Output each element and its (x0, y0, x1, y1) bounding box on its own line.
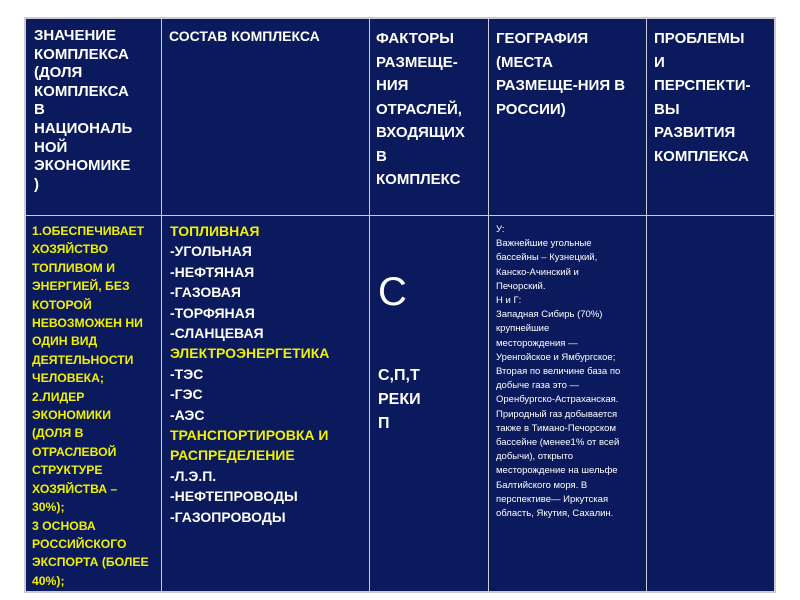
header-line: ) (34, 175, 39, 193)
text-line: ЧЕЛОВЕКА; (32, 371, 104, 386)
text-line: КОТОРОЙ (32, 297, 92, 312)
text-line: СТРУКТУРЕ (32, 463, 103, 478)
header-line: ПЕРСПЕКТИ- (654, 77, 751, 94)
power-item: -АЭС (170, 406, 205, 423)
transport-item: -ГАЗОПРОВОДЫ (170, 508, 286, 525)
header-line: И (654, 53, 665, 71)
text-line: добычи), открыто (496, 451, 574, 463)
fuel-item: -ТОРФЯНАЯ (170, 304, 255, 321)
power-item: -ТЭС (170, 365, 204, 382)
header-line: РАЗВИТИЯ (654, 124, 736, 141)
fuel-item: -НЕФТЯНАЯ (170, 263, 255, 280)
column-divider (161, 19, 162, 591)
text-line: Н и Г: (496, 295, 522, 307)
header-line: ПРОБЛЕМЫ (654, 30, 745, 47)
text-line: 2.ЛИДЕР (32, 389, 85, 404)
header-line: ФАКТОРЫ (376, 30, 454, 47)
power-industry-title: ЭЛЕКТРОЭНЕРГЕТИКА (170, 345, 330, 362)
text-line: ЭКОНОМИКИ (32, 408, 111, 423)
text-line: Вторая по величине база по (496, 366, 621, 378)
header-composition (169, 27, 364, 45)
text-line: Балтийского моря. В (496, 479, 588, 491)
text-line: Печорский. (496, 280, 546, 292)
header-line: РАЗМЕЩЕ-НИЯ В (496, 77, 626, 94)
header-line: КОМПЛЕКСА (34, 82, 129, 100)
header-line: (МЕСТА (496, 53, 554, 71)
text-line: ХОЗЯЙСТВО (32, 242, 109, 257)
text-line: У: (496, 224, 505, 235)
text-line: ЭНЕРГИЕЙ, БЕЗ (32, 279, 130, 294)
fuel-item: -СЛАНЦЕВАЯ (170, 325, 264, 342)
transport-title: ТРАНСПОРТИРОВКА И (170, 427, 329, 444)
text-line: ЭКСПОРТА (БОЛЕЕ (32, 555, 149, 570)
header-line: В (34, 101, 45, 119)
text-line: Канско-Ачинский и (496, 266, 579, 278)
text-line: Западная Сибирь (70%) (496, 309, 603, 321)
header-line: РОССИИ) (496, 100, 566, 118)
text-line: бассейны – Кузнецкий, (496, 252, 598, 264)
row-divider (26, 215, 774, 216)
text-line: (ДОЛЯ В (32, 426, 84, 441)
header-line: НАЦИОНАЛЬ (34, 119, 133, 137)
text-line: месторождение на шельфе (496, 465, 618, 477)
text-line: также в Тимано-Печорском (496, 422, 616, 434)
text-line: Важнейшие угольные (496, 238, 592, 250)
text-line: 40%); (32, 573, 65, 588)
column-divider (369, 19, 370, 591)
column-divider (646, 19, 647, 591)
geography-cell (496, 223, 644, 521)
fuel-item: -ГАЗОВАЯ (170, 284, 241, 301)
significance-cell (32, 222, 160, 590)
header-line: ВЫ (654, 100, 680, 118)
header-line: НОЙ (34, 138, 68, 156)
header-location-factors (376, 27, 486, 192)
header-line: ОТРАСЛЕЙ, (376, 100, 462, 118)
header-line: КОМПЛЕКС (376, 171, 461, 188)
text-line: ОТРАСЛЕВОЙ (32, 444, 117, 459)
text-line: добыче газа это — (496, 380, 579, 392)
header-line: КОМПЛЕКСА (654, 147, 749, 165)
header-line: (ДОЛЯ (34, 64, 83, 82)
column-divider (488, 19, 489, 591)
text-line: РОССИЙСКОГО (32, 536, 127, 551)
header-line: СОСТАВ КОМПЛЕКСА (169, 28, 320, 44)
fuel-item: -УГОЛЬНАЯ (170, 243, 252, 260)
header-line: КОМПЛЕКСА (34, 45, 129, 63)
text-line: Оренбургско-Астраханская. (496, 394, 619, 406)
text-line: 3 ОСНОВА (32, 518, 96, 533)
header-line: РАЗМЕЩЕ- (376, 53, 458, 71)
factor-symbol: С (378, 270, 407, 314)
header-significance (34, 27, 159, 194)
text-line: перспективе— Иркутская (496, 493, 609, 505)
header-line: ЗНАЧЕНИЕ (34, 27, 117, 44)
energy-complex-table (24, 17, 776, 593)
text-line: ХОЗЯЙСТВА – (32, 481, 118, 496)
header-line: ЭКОНОМИКЕ (34, 157, 131, 175)
text-line: бассейне (менее1% от всей (496, 437, 620, 449)
factor-line: С,П,Т (378, 367, 420, 384)
text-line: область, Якутия, Сахалин. (496, 508, 614, 520)
factor-line: РЕКИ (378, 391, 421, 408)
composition-cell (170, 221, 368, 527)
text-line: 1.ОБЕСПЕЧИВАЕТ (32, 224, 145, 238)
text-line: НЕВОЗМОЖЕН НИ (32, 316, 143, 331)
fuel-industry-title: ТОПЛИВНАЯ (170, 223, 260, 239)
text-line: Уренгойское и Ямбургское; (496, 351, 616, 363)
problems-cell (654, 223, 774, 583)
header-line: НИЯ (376, 77, 409, 94)
text-line: крупнейшие (496, 323, 550, 335)
factor-line: П (378, 415, 390, 432)
factors-list (378, 364, 486, 436)
transport-title: РАСПРЕДЕЛЕНИЕ (170, 447, 295, 464)
text-line: ОДИН ВИД (32, 334, 98, 349)
header-line: ГЕОГРАФИЯ (496, 30, 589, 47)
power-item: -ГЭС (170, 386, 203, 403)
transport-item: -Л.Э.П. (170, 467, 217, 484)
text-line: ДЕЯТЕЛЬНОСТИ (32, 352, 134, 367)
factors-cell (378, 269, 486, 315)
text-line: Природный газ добывается (496, 408, 618, 420)
text-line: ТОПЛИВОМ И (32, 260, 115, 275)
header-line: В (376, 147, 387, 165)
header-line: ВХОДЯЩИХ (376, 124, 465, 141)
header-geography (496, 27, 644, 121)
transport-item: -НЕФТЕПРОВОДЫ (170, 488, 298, 505)
header-problems (654, 27, 774, 168)
text-line: 30%); (32, 500, 65, 515)
text-line: месторождения — (496, 337, 578, 349)
